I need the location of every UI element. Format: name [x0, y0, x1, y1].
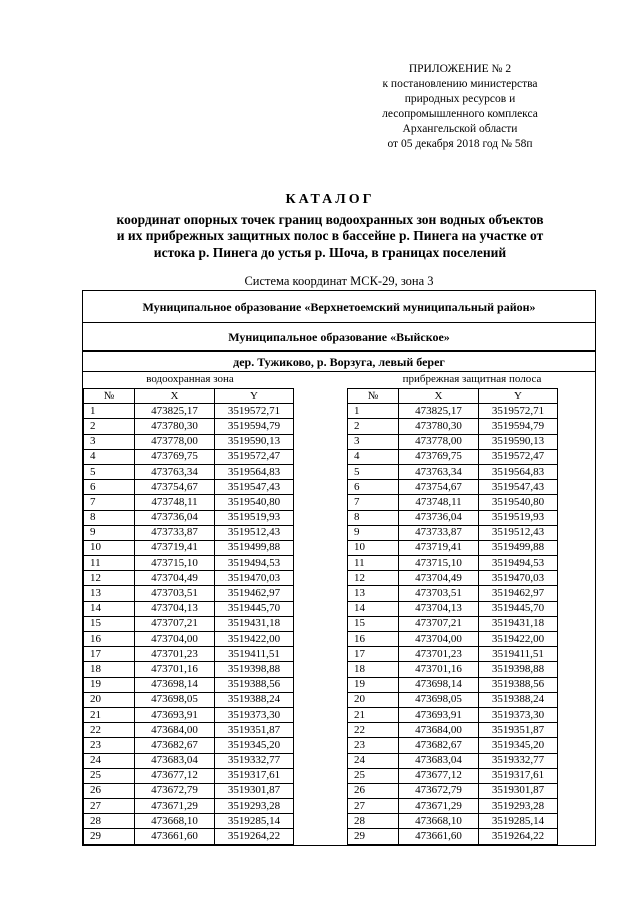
point-number: 15	[84, 616, 135, 631]
point-number: 24	[348, 753, 399, 768]
x-coordinate: 473715,10	[399, 556, 479, 571]
x-coordinate: 473780,30	[399, 419, 479, 434]
x-coordinate: 473661,60	[135, 829, 215, 844]
y-coordinate: 3519499,88	[479, 540, 558, 555]
y-coordinate: 3519431,18	[215, 616, 294, 631]
y-coordinate: 3519590,13	[479, 434, 558, 449]
y-coordinate: 3519494,53	[215, 556, 294, 571]
x-coordinate: 473661,60	[399, 829, 479, 844]
table-row	[84, 814, 294, 829]
table-row	[84, 677, 294, 692]
x-coordinate: 473693,91	[135, 707, 215, 722]
y-coordinate: 3519373,30	[215, 707, 294, 722]
x-coordinate: 473736,04	[135, 510, 215, 525]
y-coordinate: 3519345,20	[215, 738, 294, 753]
appendix-line: к постановлению министерства	[382, 78, 538, 90]
table-row	[348, 632, 558, 647]
table-row	[84, 540, 294, 555]
x-coordinate: 473778,00	[399, 434, 479, 449]
appendix-line: ПРИЛОЖЕНИЕ № 2	[408, 63, 512, 75]
point-number: 24	[84, 753, 135, 768]
table-row	[348, 586, 558, 601]
table-row	[348, 434, 558, 449]
x-coordinate: 473668,10	[399, 814, 479, 829]
table-row	[348, 449, 558, 464]
catalog-title-line: и их прибрежных защитных полос в бассейне р. Пинега на участке от	[116, 228, 544, 243]
col-x-header: X	[399, 389, 479, 404]
point-number: 13	[84, 586, 135, 601]
point-number: 16	[84, 632, 135, 647]
table-row	[348, 556, 558, 571]
table-row	[84, 768, 294, 783]
appendix-line: природных ресурсов и	[404, 93, 516, 105]
point-number: 13	[348, 586, 399, 601]
x-coordinate: 473672,79	[399, 783, 479, 798]
x-coordinate: 473825,17	[135, 404, 215, 419]
table-row	[84, 707, 294, 722]
table-row	[348, 799, 558, 814]
point-number: 26	[84, 783, 135, 798]
point-number: 23	[348, 738, 399, 753]
y-coordinate: 3519462,97	[479, 586, 558, 601]
x-coordinate: 473763,34	[399, 464, 479, 479]
table-row	[348, 601, 558, 616]
y-coordinate: 3519351,87	[479, 723, 558, 738]
table-row	[348, 495, 558, 510]
point-number: 17	[348, 647, 399, 662]
point-number: 27	[84, 799, 135, 814]
y-coordinate: 3519411,51	[215, 647, 294, 662]
x-coordinate: 473719,41	[399, 540, 479, 555]
point-number: 21	[348, 707, 399, 722]
point-number: 1	[84, 404, 135, 419]
table-row	[84, 464, 294, 479]
table-row	[348, 510, 558, 525]
table-row	[84, 571, 294, 586]
point-number: 4	[84, 449, 135, 464]
col-y-header: Y	[479, 389, 558, 404]
table-row	[348, 814, 558, 829]
col-num-header: №	[348, 389, 399, 404]
point-number: 8	[84, 510, 135, 525]
settlement-header: Муниципальное образование «Выйское»	[83, 323, 595, 351]
col-y-header: Y	[215, 389, 294, 404]
point-number: 15	[348, 616, 399, 631]
y-coordinate: 3519388,24	[215, 692, 294, 707]
y-coordinate: 3519594,79	[215, 419, 294, 434]
x-coordinate: 473703,51	[399, 586, 479, 601]
table-header-row	[348, 389, 558, 404]
point-number: 9	[348, 525, 399, 540]
x-coordinate: 473748,11	[135, 495, 215, 510]
x-coordinate: 473754,67	[135, 480, 215, 495]
table-row	[84, 601, 294, 616]
y-coordinate: 3519540,80	[215, 495, 294, 510]
x-coordinate: 473733,87	[399, 525, 479, 540]
table-row	[84, 404, 294, 419]
y-coordinate: 3519264,22	[479, 829, 558, 844]
x-coordinate: 473707,21	[135, 616, 215, 631]
table-row	[84, 723, 294, 738]
point-number: 11	[84, 556, 135, 571]
table-row	[348, 647, 558, 662]
table-row	[84, 495, 294, 510]
x-coordinate: 473671,29	[135, 799, 215, 814]
y-coordinate: 3519572,47	[479, 449, 558, 464]
y-coordinate: 3519317,61	[215, 768, 294, 783]
table-row	[84, 586, 294, 601]
municipality-header: Муниципальное образование «Верхнетоемский муниципальный район»	[83, 291, 595, 323]
point-number: 25	[84, 768, 135, 783]
x-coordinate: 473704,00	[135, 632, 215, 647]
section-header: дер. Тужиково, р. Ворзуга, левый берег	[83, 351, 595, 372]
x-coordinate: 473719,41	[135, 540, 215, 555]
table-row	[84, 632, 294, 647]
x-coordinate: 473704,00	[399, 632, 479, 647]
point-number: 2	[84, 419, 135, 434]
y-coordinate: 3519264,22	[215, 829, 294, 844]
point-number: 3	[84, 434, 135, 449]
point-number: 6	[84, 480, 135, 495]
x-coordinate: 473763,34	[135, 464, 215, 479]
table-row	[84, 556, 294, 571]
table-row	[84, 829, 294, 844]
point-number: 10	[348, 540, 399, 555]
point-number: 22	[348, 723, 399, 738]
x-coordinate: 473715,10	[135, 556, 215, 571]
table-row	[84, 449, 294, 464]
y-coordinate: 3519293,28	[479, 799, 558, 814]
x-coordinate: 473672,79	[135, 783, 215, 798]
point-number: 10	[84, 540, 135, 555]
y-coordinate: 3519572,71	[215, 404, 294, 419]
appendix-line: лесопромышленного комплекса	[382, 108, 538, 120]
y-coordinate: 3519422,00	[479, 632, 558, 647]
x-coordinate: 473698,14	[399, 677, 479, 692]
y-coordinate: 3519470,03	[479, 571, 558, 586]
table-row	[84, 692, 294, 707]
table-row	[348, 723, 558, 738]
coastal-strip-label: прибрежная защитная полоса	[402, 373, 542, 385]
x-coordinate: 473707,21	[399, 616, 479, 631]
point-number: 9	[84, 525, 135, 540]
table-row	[84, 753, 294, 768]
appendix-header	[340, 62, 580, 152]
point-number: 11	[348, 556, 399, 571]
y-coordinate: 3519564,83	[215, 464, 294, 479]
y-coordinate: 3519422,00	[215, 632, 294, 647]
y-coordinate: 3519445,70	[215, 601, 294, 616]
point-number: 7	[348, 495, 399, 510]
y-coordinate: 3519351,87	[215, 723, 294, 738]
point-number: 26	[348, 783, 399, 798]
x-coordinate: 473701,23	[135, 647, 215, 662]
y-coordinate: 3519512,43	[215, 525, 294, 540]
water-protection-zone-label: водоохранная зона	[146, 373, 234, 385]
catalog-frame	[82, 290, 596, 846]
coastal-strip-table	[347, 388, 558, 845]
table-row	[348, 419, 558, 434]
point-number: 17	[84, 647, 135, 662]
y-coordinate: 3519462,97	[215, 586, 294, 601]
point-number: 20	[84, 692, 135, 707]
point-number: 4	[348, 449, 399, 464]
point-number: 8	[348, 510, 399, 525]
table-row	[348, 540, 558, 555]
y-coordinate: 3519411,51	[479, 647, 558, 662]
y-coordinate: 3519301,87	[215, 783, 294, 798]
y-coordinate: 3519470,03	[215, 571, 294, 586]
x-coordinate: 473693,91	[399, 707, 479, 722]
table-row	[84, 799, 294, 814]
point-number: 7	[84, 495, 135, 510]
table-row	[84, 616, 294, 631]
y-coordinate: 3519388,56	[479, 677, 558, 692]
y-coordinate: 3519373,30	[479, 707, 558, 722]
x-coordinate: 473683,04	[399, 753, 479, 768]
x-coordinate: 473671,29	[399, 799, 479, 814]
point-number: 28	[84, 814, 135, 829]
catalog-title-main: КАТАЛОГ	[285, 192, 375, 207]
y-coordinate: 3519499,88	[215, 540, 294, 555]
point-number: 16	[348, 632, 399, 647]
x-coordinate: 473698,05	[399, 692, 479, 707]
x-coordinate: 473733,87	[135, 525, 215, 540]
y-coordinate: 3519332,77	[479, 753, 558, 768]
y-coordinate: 3519572,71	[479, 404, 558, 419]
x-coordinate: 473736,04	[399, 510, 479, 525]
y-coordinate: 3519519,93	[215, 510, 294, 525]
catalog-title-line: истока р. Пинега до устья р. Шоча, в границах поселений	[153, 244, 507, 260]
table-row	[84, 662, 294, 677]
x-coordinate: 473703,51	[135, 586, 215, 601]
x-coordinate: 473677,12	[135, 768, 215, 783]
x-coordinate: 473748,11	[399, 495, 479, 510]
x-coordinate: 473704,13	[135, 601, 215, 616]
x-coordinate: 473668,10	[135, 814, 215, 829]
point-number: 21	[84, 707, 135, 722]
table-row	[348, 480, 558, 495]
y-coordinate: 3519494,53	[479, 556, 558, 571]
point-number: 2	[348, 419, 399, 434]
table-row	[348, 829, 558, 844]
point-number: 19	[348, 677, 399, 692]
table-row	[84, 434, 294, 449]
point-number: 27	[348, 799, 399, 814]
table-row	[348, 662, 558, 677]
col-num-header: №	[84, 389, 135, 404]
x-coordinate: 473704,49	[399, 571, 479, 586]
x-coordinate: 473698,05	[135, 692, 215, 707]
table-row	[84, 480, 294, 495]
x-coordinate: 473754,67	[399, 480, 479, 495]
y-coordinate: 3519590,13	[215, 434, 294, 449]
table-row	[84, 419, 294, 434]
table-row	[348, 571, 558, 586]
y-coordinate: 3519547,43	[215, 480, 294, 495]
x-coordinate: 473684,00	[399, 723, 479, 738]
point-number: 12	[84, 571, 135, 586]
table-row	[348, 464, 558, 479]
table-row	[84, 647, 294, 662]
y-coordinate: 3519564,83	[479, 464, 558, 479]
y-coordinate: 3519540,80	[479, 495, 558, 510]
x-coordinate: 473698,14	[135, 677, 215, 692]
point-number: 14	[84, 601, 135, 616]
point-number: 3	[348, 434, 399, 449]
x-coordinate: 473682,67	[135, 738, 215, 753]
x-coordinate: 473704,49	[135, 571, 215, 586]
table-row	[84, 510, 294, 525]
point-number: 28	[348, 814, 399, 829]
point-number: 18	[84, 662, 135, 677]
x-coordinate: 473778,00	[135, 434, 215, 449]
y-coordinate: 3519547,43	[479, 480, 558, 495]
appendix-line: от 05 декабря 2018 год № 58п	[387, 138, 533, 150]
point-number: 22	[84, 723, 135, 738]
point-number: 5	[84, 464, 135, 479]
x-coordinate: 473677,12	[399, 768, 479, 783]
point-number: 18	[348, 662, 399, 677]
x-coordinate: 473701,23	[399, 647, 479, 662]
catalog-title	[60, 192, 600, 261]
y-coordinate: 3519519,93	[479, 510, 558, 525]
y-coordinate: 3519431,18	[479, 616, 558, 631]
y-coordinate: 3519317,61	[479, 768, 558, 783]
water-protection-zone-table	[83, 388, 294, 845]
table-row	[84, 738, 294, 753]
point-number: 23	[84, 738, 135, 753]
x-coordinate: 473701,16	[135, 662, 215, 677]
point-number: 29	[84, 829, 135, 844]
table-header-row	[84, 389, 294, 404]
y-coordinate: 3519285,14	[479, 814, 558, 829]
table-row	[348, 525, 558, 540]
table-row	[84, 525, 294, 540]
y-coordinate: 3519332,77	[215, 753, 294, 768]
point-number: 25	[348, 768, 399, 783]
point-number: 6	[348, 480, 399, 495]
coordinate-system: Система координат МСК-29, зона 3	[244, 274, 434, 288]
y-coordinate: 3519285,14	[215, 814, 294, 829]
table-row	[348, 738, 558, 753]
point-number: 19	[84, 677, 135, 692]
col-x-header: X	[135, 389, 215, 404]
x-coordinate: 473704,13	[399, 601, 479, 616]
x-coordinate: 473682,67	[399, 738, 479, 753]
x-coordinate: 473769,75	[399, 449, 479, 464]
x-coordinate: 473825,17	[399, 404, 479, 419]
point-number: 12	[348, 571, 399, 586]
catalog-title-line: координат опорных точек границ водоохранных зон водных объектов	[116, 211, 544, 227]
point-number: 20	[348, 692, 399, 707]
y-coordinate: 3519388,24	[479, 692, 558, 707]
table-row	[348, 753, 558, 768]
y-coordinate: 3519512,43	[479, 525, 558, 540]
y-coordinate: 3519293,28	[215, 799, 294, 814]
y-coordinate: 3519345,20	[479, 738, 558, 753]
y-coordinate: 3519445,70	[479, 601, 558, 616]
y-coordinate: 3519398,88	[479, 662, 558, 677]
table-row	[84, 783, 294, 798]
y-coordinate: 3519594,79	[479, 419, 558, 434]
point-number: 29	[348, 829, 399, 844]
table-row	[348, 616, 558, 631]
appendix-line: Архангельской области	[402, 123, 518, 135]
x-coordinate: 473769,75	[135, 449, 215, 464]
table-row	[348, 707, 558, 722]
table-row	[348, 677, 558, 692]
x-coordinate: 473701,16	[399, 662, 479, 677]
x-coordinate: 473684,00	[135, 723, 215, 738]
y-coordinate: 3519398,88	[215, 662, 294, 677]
y-coordinate: 3519572,47	[215, 449, 294, 464]
table-row	[348, 783, 558, 798]
point-number: 5	[348, 464, 399, 479]
table-row	[348, 404, 558, 419]
table-row	[348, 692, 558, 707]
x-coordinate: 473780,30	[135, 419, 215, 434]
y-coordinate: 3519388,56	[215, 677, 294, 692]
point-number: 14	[348, 601, 399, 616]
y-coordinate: 3519301,87	[479, 783, 558, 798]
x-coordinate: 473683,04	[135, 753, 215, 768]
table-row	[348, 768, 558, 783]
point-number: 1	[348, 404, 399, 419]
